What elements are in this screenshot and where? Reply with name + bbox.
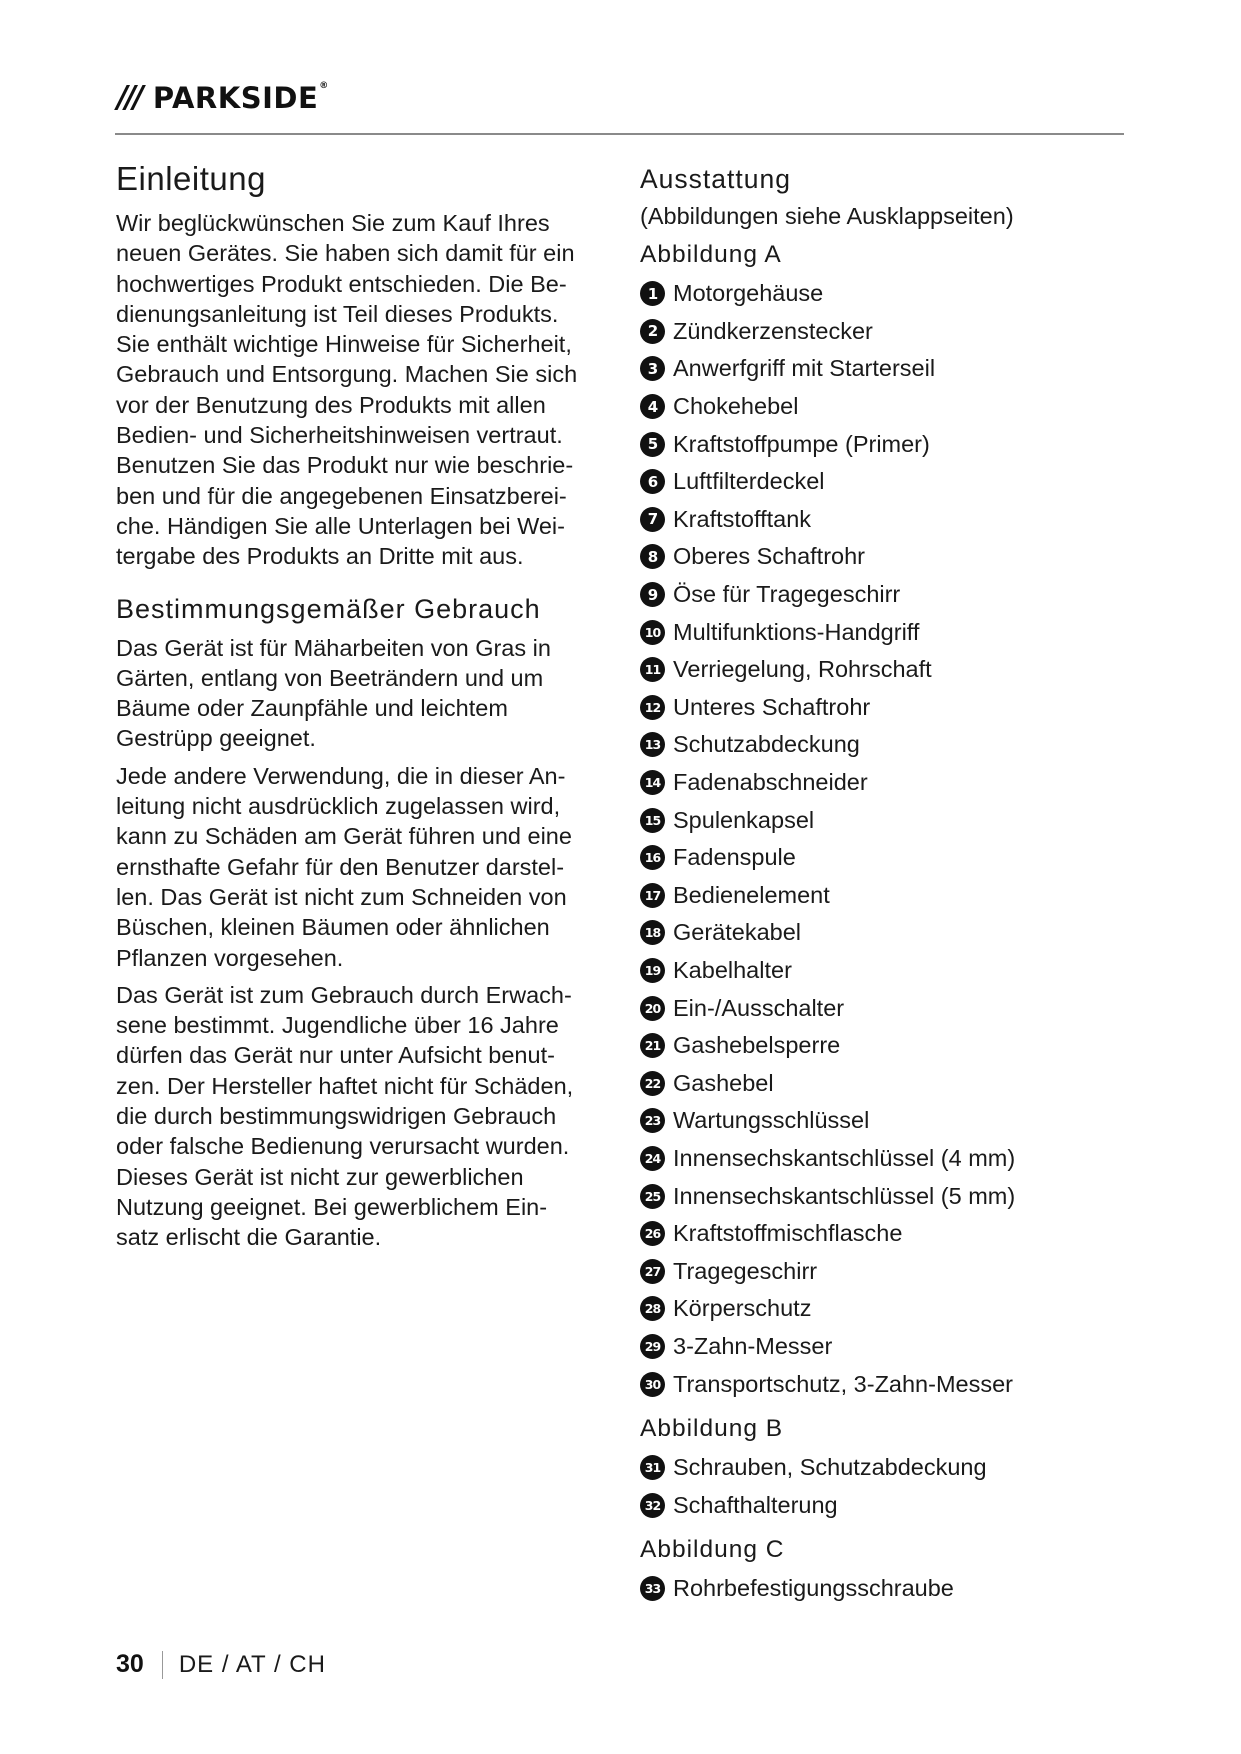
part-name: Gerätekabel — [673, 919, 802, 946]
text-line: Jede andere Verwendung, die in dieser An- — [116, 762, 566, 789]
part-name: Transportschutz, 3-Zahn-Messer — [673, 1370, 1013, 1397]
part-name: Tragegeschirr — [673, 1257, 818, 1284]
text-line: tergabe des Produkts an Dritte mit aus. — [116, 543, 524, 570]
header-divider — [115, 133, 1124, 135]
part-name: Verriegelung, Rohrschaft — [673, 656, 932, 683]
part-number-badge: 7 — [640, 507, 665, 532]
text-line: hochwertiges Produkt entschieden. Die Be- — [116, 270, 567, 297]
part-number-badge: 19 — [640, 958, 665, 983]
text-line: satz erlischt die Garantie. — [116, 1224, 382, 1251]
part-list-item — [640, 877, 1120, 915]
part-number-badge: 29 — [640, 1334, 665, 1359]
text-line: Pflanzen vorgesehen. — [116, 944, 344, 971]
text-line: Gebrauch und Entsorgung. Machen Sie sich — [116, 361, 578, 388]
brand-logo — [117, 80, 329, 115]
figure-b-label: Abbildung B — [640, 1414, 784, 1442]
part-name: Zündkerzenstecker — [673, 317, 873, 344]
part-name: Körperschutz — [673, 1295, 812, 1322]
part-number-badge: 24 — [640, 1146, 665, 1171]
text-line: vor der Benutzung des Produkts mit allen — [116, 391, 546, 418]
part-list-item — [640, 952, 1120, 990]
part-number-badge: 13 — [640, 732, 665, 757]
part-number-badge: 28 — [640, 1296, 665, 1321]
part-name: Anwerfgriff mit Starterseil — [673, 355, 936, 382]
text-line: ernsthafte Gefahr für den Benutzer darstel- — [116, 853, 565, 880]
text-line: ben und für die angegebenen Einsatzberei- — [116, 482, 567, 509]
text-line: Benutzen Sie das Produkt nur wie beschrie- — [116, 452, 574, 479]
part-number-badge: 25 — [640, 1184, 665, 1209]
part-name: Multifunktions-Handgriff — [673, 618, 920, 645]
part-list-item — [640, 651, 1120, 689]
figure-b-parts-list — [640, 1449, 1120, 1524]
text-line: Das Gerät ist zum Gebrauch durch Erwach- — [116, 981, 572, 1008]
text-line: Wir beglückwünschen Sie zum Kauf Ihres — [116, 210, 550, 236]
section-title-einleitung: Einleitung — [116, 160, 266, 197]
part-number-badge: 18 — [640, 920, 665, 945]
text-line: Nutzung geeignet. Bei gewerblichem Ein- — [116, 1193, 548, 1220]
part-number-badge: 6 — [640, 469, 665, 494]
text-line: kann zu Schäden am Gerät führen und eine — [116, 823, 572, 850]
text-line: Dieses Gerät ist nicht zur gewerblichen — [116, 1163, 524, 1190]
part-list-item — [640, 425, 1120, 463]
part-name: Bedienelement — [673, 881, 830, 908]
part-list-item — [640, 1140, 1120, 1178]
part-number-badge: 1 — [640, 281, 665, 306]
text-line: leitung nicht ausdrücklich zugelassen wird, — [116, 793, 561, 820]
intended-use-paragraph-1 — [116, 633, 616, 754]
part-name: Öse für Tragegeschirr — [673, 581, 901, 608]
part-number-badge: 21 — [640, 1033, 665, 1058]
part-name: Rohrbefestigungsschraube — [673, 1575, 954, 1602]
text-line: Das Gerät ist für Mäharbeiten von Gras in — [116, 634, 551, 661]
part-list-item — [640, 275, 1120, 313]
part-name: Oberes Schaftrohr — [673, 543, 866, 570]
part-number-badge: 15 — [640, 808, 665, 833]
part-list-item — [640, 576, 1120, 614]
part-list-item — [640, 613, 1120, 651]
text-line: neuen Gerätes. Sie haben sich damit für ein — [116, 240, 575, 267]
text-line: Sie enthält wichtige Hinweise für Sicherheit, — [116, 331, 572, 358]
part-name: Wartungsschlüssel — [673, 1107, 870, 1134]
part-name: Schafthalterung — [673, 1491, 838, 1518]
part-name: Luftfilterdeckel — [673, 468, 825, 495]
figure-a-parts-list — [640, 275, 1120, 1403]
part-name: Kraftstoffpumpe (Primer) — [673, 430, 930, 457]
part-name: Innensechskantschlüssel (4 mm) — [673, 1144, 1016, 1171]
part-number-badge: 5 — [640, 432, 665, 457]
logo-registered-mark: ® — [319, 80, 329, 91]
part-name: Gashebelsperre — [673, 1032, 841, 1059]
part-name: Schutzabdeckung — [673, 731, 860, 758]
part-list-item — [640, 801, 1120, 839]
part-name: Schrauben, Schutzabdeckung — [673, 1454, 987, 1481]
text-line: Bedien- und Sicherheitshinweisen vertraut. — [116, 422, 563, 449]
part-list-item — [640, 839, 1120, 877]
part-number-badge: 23 — [640, 1108, 665, 1133]
intended-use-paragraph-3 — [116, 980, 616, 1253]
part-list-item — [640, 1328, 1120, 1366]
page-number: 30 — [116, 1650, 144, 1678]
footer-separator — [162, 1651, 163, 1679]
part-number-badge: 20 — [640, 996, 665, 1021]
part-number-badge: 2 — [640, 319, 665, 344]
part-number-badge: 27 — [640, 1259, 665, 1284]
part-number-badge: 16 — [640, 845, 665, 870]
page-footer — [116, 1650, 326, 1679]
text-line: len. Das Gerät ist nicht zum Schneiden von — [116, 883, 567, 910]
logo-slashes: /// — [117, 80, 141, 115]
part-name: Gashebel — [673, 1069, 774, 1096]
part-number-badge: 3 — [640, 356, 665, 381]
part-list-item — [640, 1215, 1120, 1253]
part-list-item — [640, 1486, 1120, 1524]
part-list-item — [640, 1449, 1120, 1487]
part-number-badge: 17 — [640, 883, 665, 908]
part-number-badge: 33 — [640, 1576, 665, 1601]
part-list-item — [640, 1290, 1120, 1328]
part-list-item — [640, 350, 1120, 388]
part-list-item — [640, 764, 1120, 802]
part-list-item — [640, 1570, 1120, 1608]
part-name: Kraftstoffmischflasche — [673, 1220, 903, 1247]
part-number-badge: 22 — [640, 1071, 665, 1096]
text-line: Gärten, entlang von Beeträndern und um — [116, 664, 544, 691]
part-list-item — [640, 1252, 1120, 1290]
part-name: Innensechskantschlüssel (5 mm) — [673, 1182, 1016, 1209]
text-line: dienungsanleitung ist Teil dieses Produkts. — [116, 300, 559, 327]
part-list-item — [640, 1027, 1120, 1065]
part-number-badge: 10 — [640, 620, 665, 645]
text-line: oder falsche Bedienung verursacht wurden. — [116, 1133, 570, 1160]
text-line: che. Händigen Sie alle Unterlagen bei Wei- — [116, 512, 565, 539]
part-number-badge: 30 — [640, 1372, 665, 1397]
text-line: sene bestimmt. Jugendliche über 16 Jahre — [116, 1012, 559, 1039]
part-list-item — [640, 726, 1120, 764]
part-list-item — [640, 914, 1120, 952]
part-list-item — [640, 1102, 1120, 1140]
part-number-badge: 26 — [640, 1221, 665, 1246]
part-number-badge: 8 — [640, 544, 665, 569]
part-name: Motorgehäuse — [673, 280, 824, 307]
section-title-ausstattung: Ausstattung — [640, 164, 791, 194]
part-number-badge: 11 — [640, 657, 665, 682]
part-list-item — [640, 989, 1120, 1027]
text-line: die durch bestimmungswidrigen Gebrauch — [116, 1103, 557, 1130]
part-number-badge: 9 — [640, 582, 665, 607]
left-column — [116, 160, 616, 1253]
part-name: Fadenspule — [673, 844, 796, 871]
part-list-item — [640, 689, 1120, 727]
part-list-item — [640, 313, 1120, 351]
part-number-badge: 12 — [640, 695, 665, 720]
part-name: Ein-/Ausschalter — [673, 994, 845, 1021]
figures-note: (Abbildungen siehe Ausklappseiten) — [640, 203, 1014, 229]
text-line: dürfen das Gerät nur unter Aufsicht benut- — [116, 1042, 555, 1069]
part-name: Chokehebel — [673, 393, 799, 420]
figure-a-label: Abbildung A — [640, 241, 782, 268]
part-number-badge: 32 — [640, 1493, 665, 1518]
intro-paragraph — [116, 208, 616, 572]
text-line: zen. Der Hersteller haftet nicht für Schäden, — [116, 1072, 574, 1099]
text-line: Bäume oder Zaunpfähle und leichtem — [116, 695, 508, 722]
part-name: Fadenabschneider — [673, 769, 868, 796]
text-line: Büschen, kleinen Bäumen oder ähnlichen — [116, 914, 550, 941]
part-name: Unteres Schaftrohr — [673, 693, 871, 720]
part-number-badge: 31 — [640, 1455, 665, 1480]
country-codes: DE / AT / CH — [178, 1650, 326, 1678]
part-name: 3-Zahn-Messer — [673, 1332, 833, 1359]
part-list-item — [640, 538, 1120, 576]
part-list-item — [640, 388, 1120, 426]
part-number-badge: 14 — [640, 770, 665, 795]
part-number-badge: 4 — [640, 394, 665, 419]
figure-c-label: Abbildung C — [640, 1536, 785, 1563]
intended-use-paragraph-2 — [116, 761, 616, 973]
subsection-title-intended-use: Bestimmungsgemäßer Gebrauch — [116, 593, 541, 624]
part-list-item — [640, 463, 1120, 501]
text-line: Gestrüpp geeignet. — [116, 725, 316, 752]
logo-wordmark — [153, 81, 329, 115]
part-list-item — [640, 1365, 1120, 1403]
part-list-item — [640, 501, 1120, 539]
logo-name: PARKSIDE — [152, 80, 319, 115]
part-name: Kabelhalter — [673, 956, 792, 983]
figure-c-parts-list — [640, 1570, 1120, 1608]
right-column — [640, 164, 1120, 1618]
part-list-item — [640, 1177, 1120, 1215]
part-list-item — [640, 1064, 1120, 1102]
part-name: Spulenkapsel — [673, 806, 815, 833]
part-name: Kraftstofftank — [673, 505, 812, 532]
